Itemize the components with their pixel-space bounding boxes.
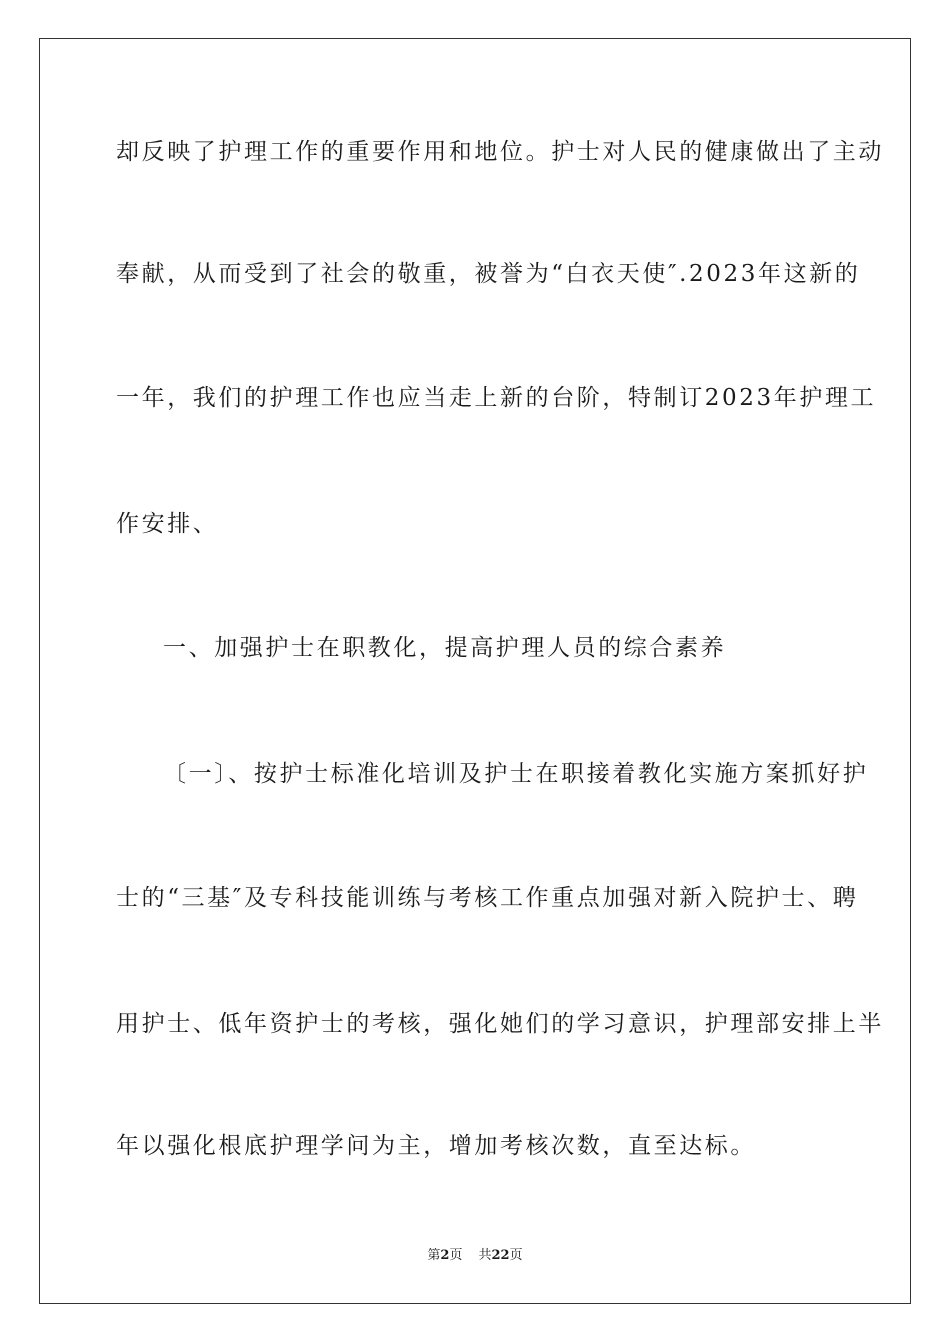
page-border bbox=[39, 38, 911, 1304]
body-line-3: 一年，我们的护理工作也应当走上新的台阶，特制订2023年护理工 bbox=[116, 385, 877, 411]
total-pages: 22 bbox=[491, 1248, 510, 1263]
body-line-9: 年以强化根底护理学问为主，增加考核次数，直至达标。 bbox=[116, 1133, 756, 1159]
total-prefix: 共 bbox=[478, 1248, 492, 1263]
body-line-7: 士的“三基″及专科技能训练与考核工作重点加强对新入院护士、聘 bbox=[116, 885, 859, 911]
section-heading: 一、加强护士在职教化，提高护理人员的综合素养 bbox=[163, 635, 727, 661]
body-line-8: 用护士、低年资护士的考核，强化她们的学习意识，护理部安排上半 bbox=[116, 1011, 884, 1037]
total-unit: 页 bbox=[509, 1248, 523, 1263]
page-footer bbox=[0, 1248, 950, 1264]
body-line-6: 〔一〕、按护士标准化培训及护士在职接着教化实施方案抓好护 bbox=[163, 761, 869, 787]
page-number: 2 bbox=[440, 1248, 450, 1263]
body-line-4: 作安排、 bbox=[116, 511, 219, 537]
body-line-1: 却反映了护理工作的重要作用和地位。护士对人民的健康做出了主动 bbox=[116, 139, 884, 165]
page-unit: 页 bbox=[449, 1248, 463, 1263]
body-line-2: 奉献，从而受到了社会的敬重，被誉为“白衣天使″.2023年这新的 bbox=[116, 261, 861, 287]
page-prefix: 第 bbox=[427, 1248, 441, 1263]
